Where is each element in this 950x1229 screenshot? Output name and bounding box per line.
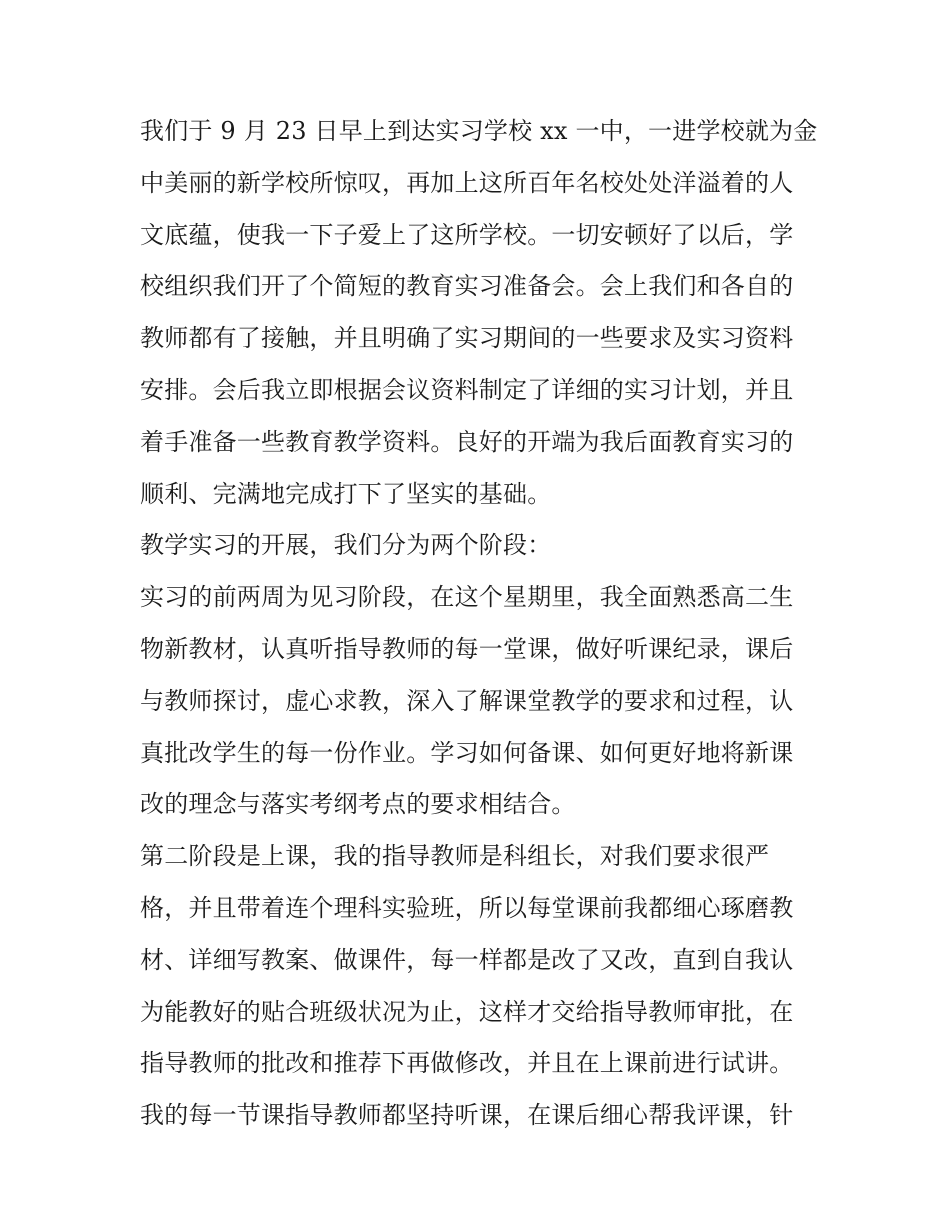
text-line: 格，并且带着连个理科实验班，所以每堂课前我都细心琢磨教 xyxy=(140,893,794,922)
text-line: 物新教材，认真听指导教师的每一堂课，做好听课纪录，课后 xyxy=(140,634,794,663)
text-line: 安排。会后我立即根据会议资料制定了详细的实习计划，并且 xyxy=(140,375,794,404)
text-line: 着手准备一些教育教学资料。良好的开端为我后面教育实习的 xyxy=(140,427,794,456)
text-line: 第二阶段是上课，我的指导教师是科组长，对我们要求很严 xyxy=(140,842,770,871)
text-line: 校组织我们开了个简短的教育实习准备会。会上我们和各自的 xyxy=(140,272,794,301)
document-body xyxy=(140,106,818,1142)
text-line: 改的理念与落实考纲考点的要求相结合。 xyxy=(140,790,576,819)
text-line: 文底蕴，使我一下子爱上了这所学校。一切安顿好了以后，学 xyxy=(140,220,794,249)
text-line: 真批改学生的每一份作业。学习如何备课、如何更好地将新课 xyxy=(140,738,794,767)
text-line: 为能教好的贴合班级状况为止，这样才交给指导教师审批，在 xyxy=(140,997,794,1026)
text-line: 与教师探讨，虚心求教，深入了解课堂教学的要求和过程，认 xyxy=(140,686,794,715)
text-line: 指导教师的批改和推荐下再做修改，并且在上课前进行试讲。 xyxy=(140,1049,794,1078)
text-line: 顺利、完满地完成打下了坚实的基础。 xyxy=(140,479,552,508)
text-line: 材、详细写教案、做课件，每一样都是改了又改，直到自我认 xyxy=(140,945,794,974)
text-line: 我们于 9 月 23 日早上到达实习学校 xx 一中，一进学校就为金 xyxy=(140,117,818,145)
text-line: 教师都有了接触，并且明确了实习期间的一些要求及实习资料 xyxy=(140,324,794,353)
text-line: 实习的前两周为见习阶段，在这个星期里，我全面熟悉高二生 xyxy=(140,583,794,612)
text-line: 教学实习的开展，我们分为两个阶段： xyxy=(140,531,552,560)
text-line: 我的每一节课指导教师都坚持听课，在课后细心帮我评课，针 xyxy=(140,1101,794,1130)
text-line: 中美丽的新学校所惊叹，再加上这所百年名校处处洋溢着的人 xyxy=(140,168,794,197)
